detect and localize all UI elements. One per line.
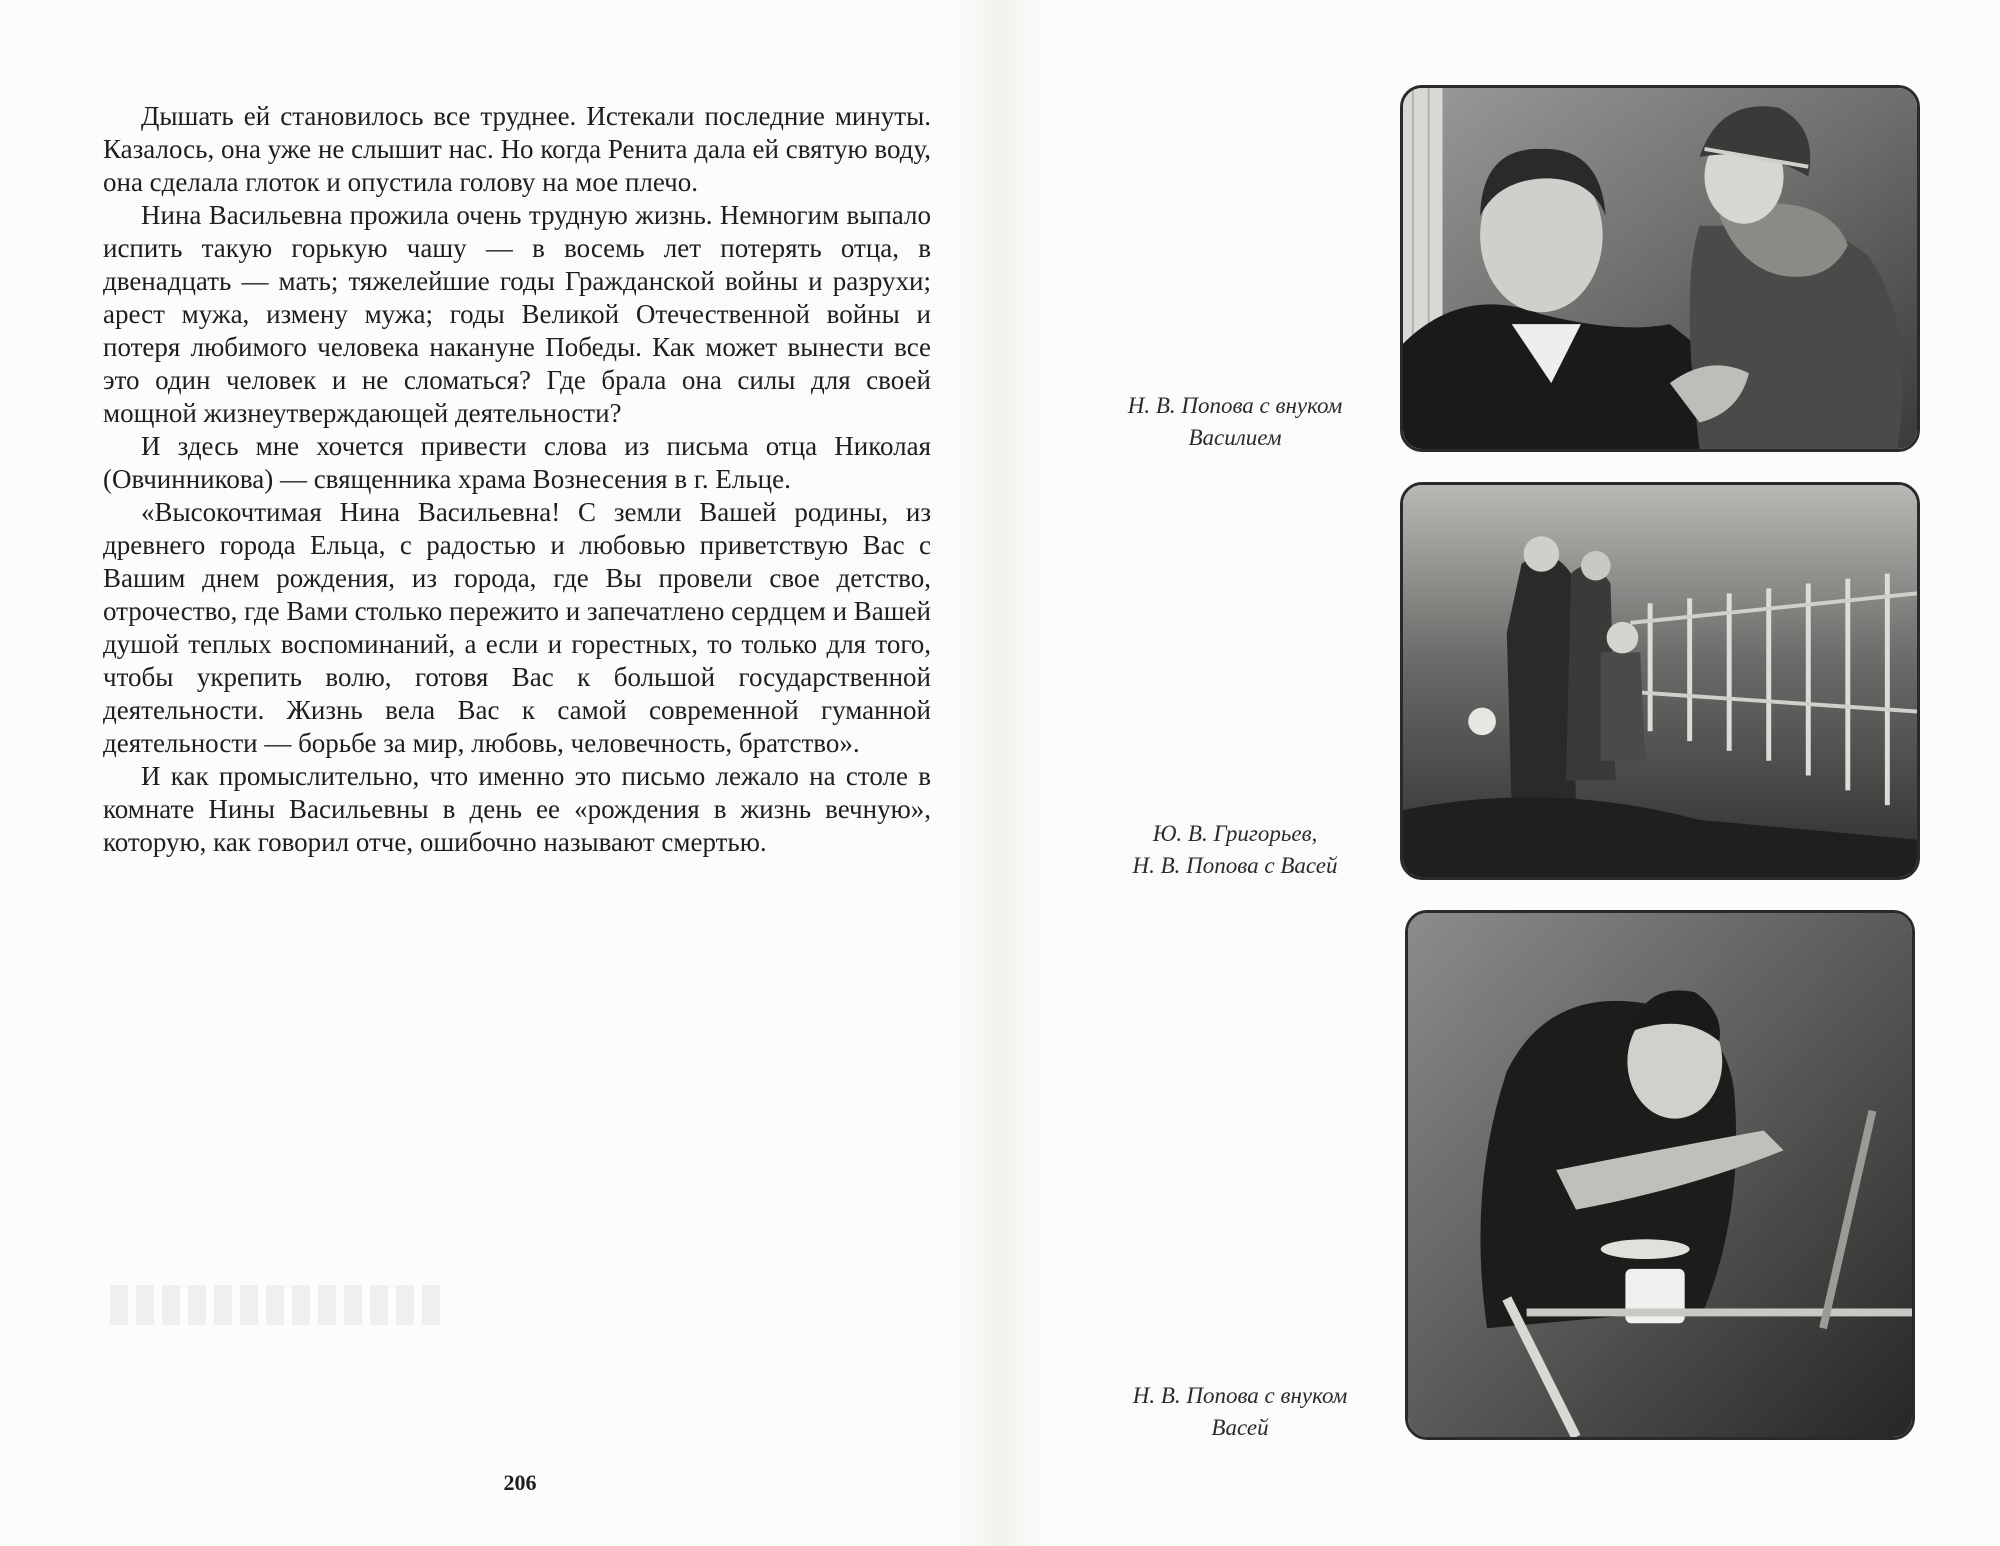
photo-grandmother-with-grandson — [1400, 85, 1920, 452]
caption-line: Н. В. Попова с Васей — [1132, 853, 1338, 878]
caption-line: Н. В. Попова с внуком — [1132, 1383, 1348, 1408]
caption-line: Н. В. Попова с внуком — [1127, 393, 1343, 418]
photo-garden-with-child — [1400, 482, 1920, 880]
paragraph: «Высокочтимая Нина Васильевна! С земли Вашей родины, из древнего города Ельца, с радостью и любовью приветствую Вас с Вашим днем рождения, из города, где Вы провели свое детство, отрочество, где Вами столько пережито и запечатлено сердцем и Вашей душой теплых воспоминаний, а если и горестных, то только для того, чтобы укрепить волю, готовя Вас к большой государственной деятельности. Жизнь вела Вас к самой современной гуманной деятельности — борьбе за мир, любовь, человечность, братство». — [103, 497, 931, 758]
photo-caption — [1100, 818, 1370, 882]
bleed-through-text — [110, 1285, 440, 1325]
caption-line: Ю. В. Григорьев, — [1152, 821, 1318, 846]
left-page-text — [103, 100, 931, 859]
paragraph: И как промыслительно, что именно это письмо лежало на столе в комнате Нины Васильевны в день ее «рождения в жизнь вечную», которую, как говорил отче, ошибочно называют смертью. — [103, 761, 931, 857]
caption-line: Васей — [1211, 1415, 1269, 1440]
paragraph: Нина Васильевна прожила очень трудную жизнь. Немногим выпало испить такую горькую чашу — в восемь лет потерять отца, в двенадцать — мать; тяжелейшие годы Гражданской войны и разрухи; арест мужа, измену мужа; годы Великой Отечественной войны и потеря любимого человека накануне Победы. Как может вынести все это один человек и не сломаться? Где брала она силы для своей мощной жизнеутверждающей деятельности? — [103, 200, 931, 428]
photo-caption — [1105, 1380, 1375, 1444]
caption-line: Василием — [1188, 425, 1282, 450]
photo-feeding-grandson — [1405, 910, 1915, 1440]
photo-caption — [1100, 390, 1370, 454]
paragraph: Дышать ей становилось все труднее. Истекали последние минуты. Казалось, она уже не слышит нас. Но когда Ренита дала ей святую воду, она сделала глоток и опустила голову на мое плечо. — [103, 101, 931, 197]
page-number: 206 — [503, 1470, 537, 1495]
paragraph: И здесь мне хочется привести слова из письма отца Николая (Овчинникова) — священника храма Вознесения в г. Ельце. — [103, 431, 931, 494]
